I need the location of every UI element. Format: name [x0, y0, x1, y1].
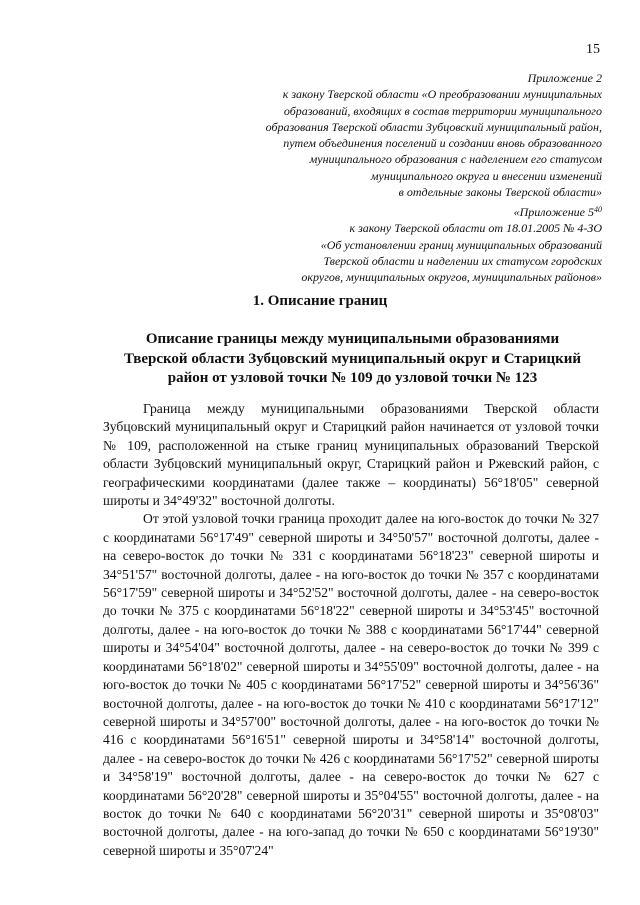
appendix2-heading-superscript: 40	[594, 205, 602, 214]
boundary-title-line: Тверской области Зубцовский муниципальный округ и Старицкий	[123, 350, 582, 367]
body-paragraph: Граница между муниципальными образованиями Тверской области Зубцовский муниципальный округ и Старицкий район начинается от узловой точки № 109, расположенной на стыке границ муниципальных образований Тверской области Зубцовский муниципальный округ, Старицкий район и Ржевский район, с географическими координатами (далее также – координаты) 56°18'05" северной широты и 34°49'32" восточной долготы.	[103, 401, 599, 509]
appendix2-line: к закону Тверской области от 18.01.2005 № 4-ЗО	[349, 221, 602, 236]
boundary-description-body	[103, 400, 599, 860]
body-paragraph: От этой узловой точки граница проходит далее на юго-восток до точки № 327 с координатами 56°17'49" северной широты и 34°50'57" восточной долготы, далее - на северо-восток до точки № 331 с координатами 56°18'23" северной широты и 34°51'57" восточной долготы, далее - на юго-восток до точки № 357 с координатами 56°17'59" северной широты и 34°52'52" восточной долготы, далее - на северо-восток до точки № 375 с координатами 56°18'22" северной широты и 34°53'45" восточной долготы, далее - на юго-восток до точки № 388 с координатами 56°17'44" северной широты и 34°54'04" восточной долготы, далее - на северо-восток до точки № 399 с координатами 56°18'02" северной широты и 34°55'09" восточной долготы, далее - на юго-восток до точки № 405 с координатами 56°17'52" северной широты и 34°56'36" восточной долготы, далее - на юго-восток до точки № 410 с координатами 56°17'12" северной широты и 34°57'00" восточной долготы, далее - на юго-восток до точки № 416 с координатами 56°16'51" северной широты и 34°58'14" восточной долготы, далее - на северо-восток до точки № 426 с координатами 56°17'52" северной широты и 34°58'19" восточной долготы, далее - на северо-восток до точки № 627 с координатами 56°20'28" северной широты и 35°04'55" восточной долготы, далее - на восток до точки № 640 с координатами 56°20'31" северной широты и 35°08'03" восточной долготы, далее - на юго-запад до точки № 650 с координатами 56°19'30" северной широты и 35°07'24"	[103, 511, 599, 858]
boundary-title-line: Описание границы между муниципальными образованиями	[145, 331, 560, 347]
appendix2-heading-text: «Приложение 5	[513, 205, 594, 219]
boundary-title-line: район от узловой точки № 109 до узловой точки № 123	[167, 370, 538, 386]
page-number: 15	[586, 42, 600, 57]
boundary-description-title	[100, 330, 605, 389]
appendix2-line: «Об установлении границ муниципальных образований	[320, 237, 602, 252]
appendix-reference	[162, 70, 602, 200]
appendix-line: муниципального округа и внесении изменений	[370, 168, 602, 183]
appendix2-heading	[142, 204, 602, 220]
appendix-line: образования Тверской области Зубцовский муниципальный район,	[265, 119, 602, 134]
appendix-5-40-reference	[142, 204, 602, 285]
appendix-line: к закону Тверской области «О преобразовании муниципальных	[282, 87, 602, 102]
appendix-line: образований, входящих в состав территории муниципального	[283, 103, 602, 118]
appendix-line: муниципального образования с наделением его статусом	[309, 152, 602, 167]
appendix2-line: округов, муниципальных округов, муниципальных районов»	[301, 270, 602, 285]
appendix2-line: Тверской области и наделении их статусом городских	[323, 253, 602, 268]
section-title: 1. Описание границ	[252, 293, 388, 309]
appendix-line: Приложение 2	[527, 71, 602, 85]
appendix-line: в отдельные законы Тверской области»	[398, 185, 602, 200]
appendix-line: путем объединения поселений и создании вновь образованного	[283, 136, 602, 151]
